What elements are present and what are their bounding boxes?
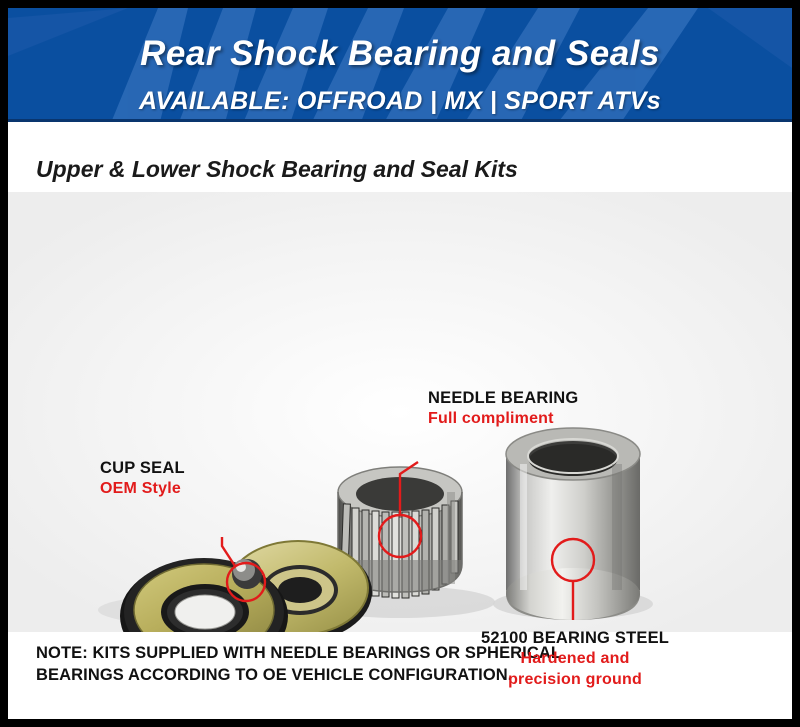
white-card	[8, 8, 792, 719]
callout-needle-bearing-sublabel: Full compliment	[428, 410, 554, 428]
banner-subtitle: AVAILABLE: OFFROAD | MX | SPORT ATVs	[138, 87, 662, 115]
callout-needle-bearing-label: NEEDLE BEARING	[428, 389, 579, 407]
callout-cup-seal-sublabel: OEM Style	[100, 480, 181, 498]
callout-bearing-steel-label: 52100 BEARING STEEL	[480, 629, 670, 647]
banner-title: Rear Shock Bearing and Seals	[140, 34, 660, 73]
banner-bottom-rule	[8, 119, 792, 130]
footer-note-line2: BEARINGS ACCORDING TO OE VEHICLE CONFIGURATION.	[36, 665, 513, 684]
callout-cup-seal	[100, 458, 185, 500]
content-body	[8, 130, 792, 719]
product-photo	[8, 192, 792, 632]
callout-bearing-steel	[455, 628, 695, 691]
section-title: Upper & Lower Shock Bearing and Seal Kits	[36, 156, 518, 182]
callout-bearing-steel-sublabel-line2: precision ground	[508, 671, 642, 689]
callout-cup-seal-label: CUP SEAL	[100, 459, 185, 477]
header-banner	[8, 8, 792, 130]
callout-needle-bearing	[428, 388, 578, 430]
footer-note-line1: NOTE: KITS SUPPLIED WITH NEEDLE BEARINGS OR SPHERICAL	[36, 644, 562, 662]
callout-bearing-steel-sublabel-line1: Hardened and	[520, 650, 630, 668]
